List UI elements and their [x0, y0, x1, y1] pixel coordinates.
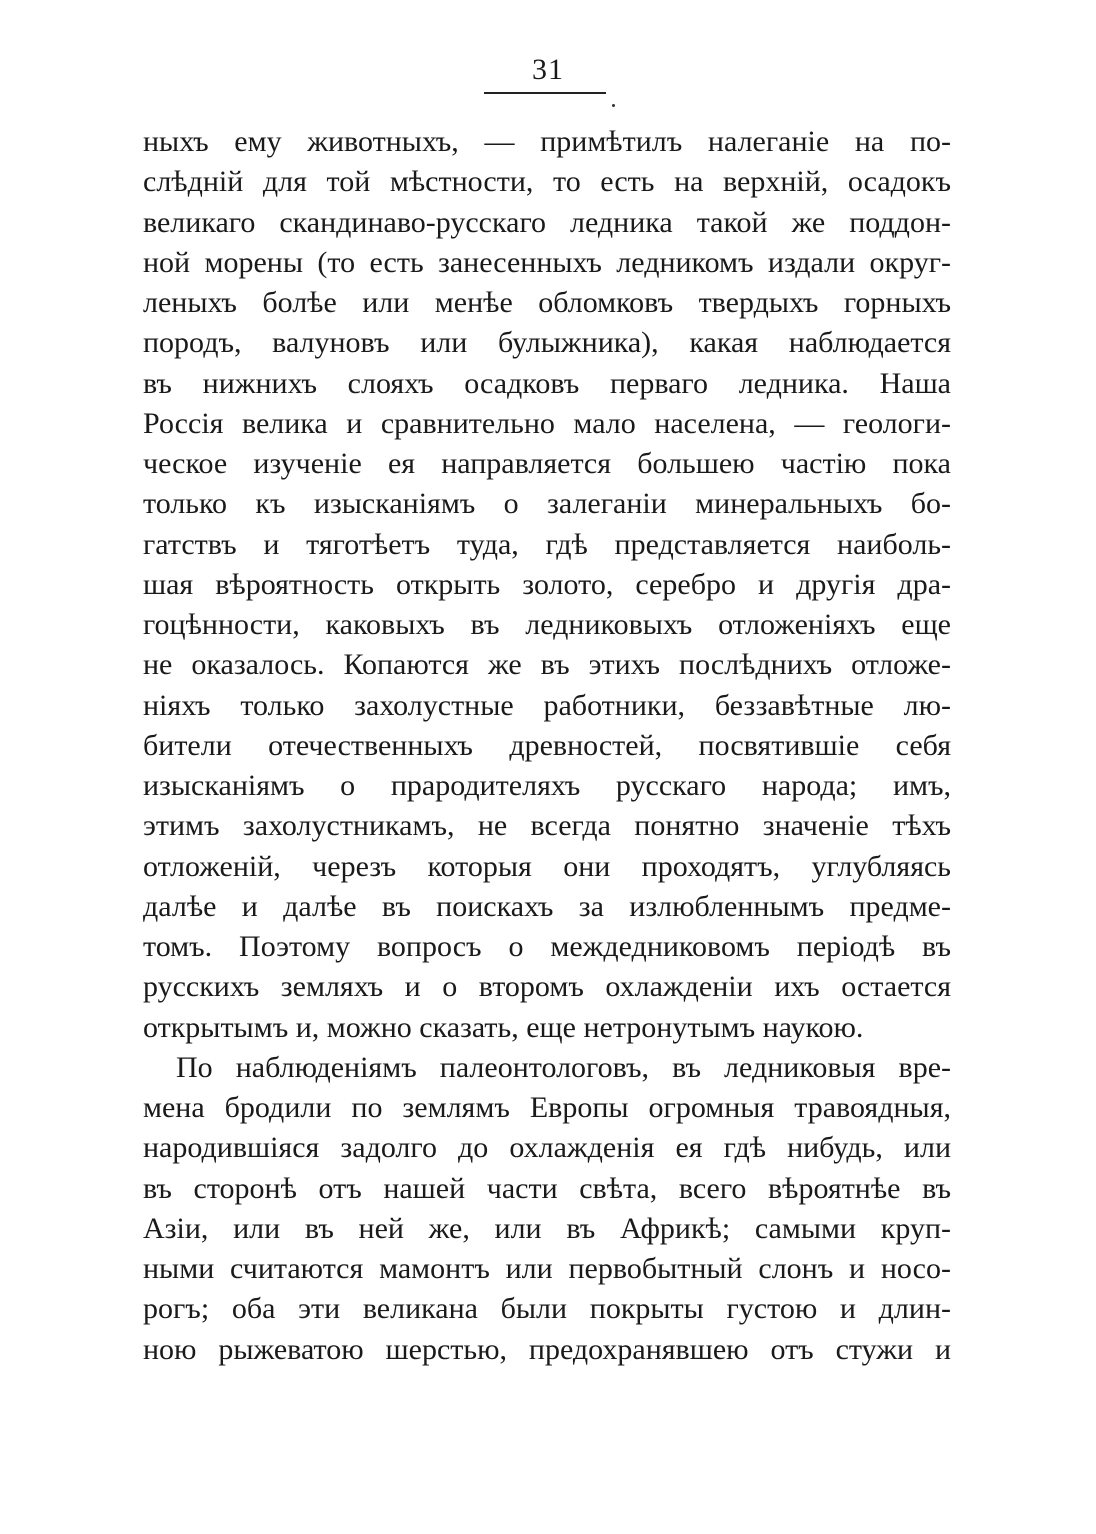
text-line: этимъ захолустникамъ, не всегда понятно значеніе тѣхъ: [143, 809, 951, 843]
text-line: породъ, валуновъ или булыжника), какая наблюдается: [143, 326, 951, 360]
text-line: ніяхъ только захолустные работники, беззавѣтные лю-: [143, 688, 951, 722]
header-rule: [484, 92, 606, 94]
text-line: ческое изученіе ея направляется большею частію пока: [143, 447, 951, 480]
text-line: ной морены (то есть занесенныхъ ледникомъ издали округ-: [143, 245, 951, 279]
text-line: гоцѣнности, каковыхъ въ ледниковыхъ отложеніяхъ еще: [143, 608, 951, 641]
text-line: шая вѣроятность открыть золото, серебро и другія дра-: [143, 567, 951, 601]
print-speck: [612, 104, 615, 107]
page-number: 31: [532, 53, 564, 86]
text-line: въ сторонѣ отъ нашей части свѣта, всего вѣроятнѣе въ: [143, 1171, 951, 1205]
text-line: мена бродили по землямъ Европы огромныя травоядныя,: [143, 1091, 951, 1124]
text-line: далѣе и далѣе въ поискахъ за излюбленнымъ предме-: [143, 889, 951, 923]
paragraph-end-line: открытымъ и, можно сказать, еще нетронутымъ наукою.: [143, 1010, 864, 1044]
text-line: не оказалось. Копаются же въ этихъ послѣднихъ отложе-: [143, 648, 951, 682]
text-line: томъ. Поэтому вопросъ о междедниковомъ періодѣ въ: [143, 930, 951, 963]
text-line: ныхъ ему животныхъ, — примѣтилъ налеганіе на по-: [143, 125, 951, 158]
text-line: народившіяся задолго до охлажденія ея гдѣ нибудь, или: [143, 1131, 951, 1165]
paragraph-start-line: По наблюденіямъ палеонтологовъ, въ ледниковыя вре-: [176, 1050, 951, 1084]
text-line: великаго скандинаво-русскаго ледника такой же поддон-: [143, 205, 951, 239]
text-line: гатствъ и тяготѣетъ туда, гдѣ представляется наиболь-: [143, 527, 951, 561]
text-line: изысканіямъ о прародителяхъ русскаго народа; имъ,: [143, 769, 951, 802]
text-line: въ нижнихъ слояхъ осадковъ перваго ледника. Наша: [143, 366, 951, 400]
text-line: леныхъ болѣе или менѣе обломковъ твердыхъ горныхъ: [143, 286, 951, 319]
text-line: ною рыжеватою шерстью, предохранявшею отъ стужи и: [143, 1332, 951, 1366]
body-text: [143, 122, 951, 1370]
text-line: бители отечественныхъ древностей, посвятившіе себя: [143, 728, 951, 762]
text-line: только къ изысканіямъ о залеганіи минеральныхъ бо-: [143, 487, 951, 521]
text-line: ными считаются мамонтъ или первобытный слонъ и носо-: [143, 1252, 951, 1285]
text-line: слѣдній для той мѣстности, то есть на верхній, осадокъ: [143, 165, 951, 199]
text-line: рогъ; оба эти великана были покрыты густою и длин-: [143, 1292, 951, 1326]
text-line: русскихъ земляхъ и о второмъ охлажденіи ихъ остается: [143, 970, 951, 1004]
text-line: отложеній, черезъ которыя они проходятъ, углубляясь: [143, 849, 951, 883]
text-line: Азіи, или въ ней же, или въ Африкѣ; самыми круп-: [143, 1211, 951, 1245]
text-line: Россія велика и сравнительно мало населена, — геологи-: [143, 406, 951, 440]
